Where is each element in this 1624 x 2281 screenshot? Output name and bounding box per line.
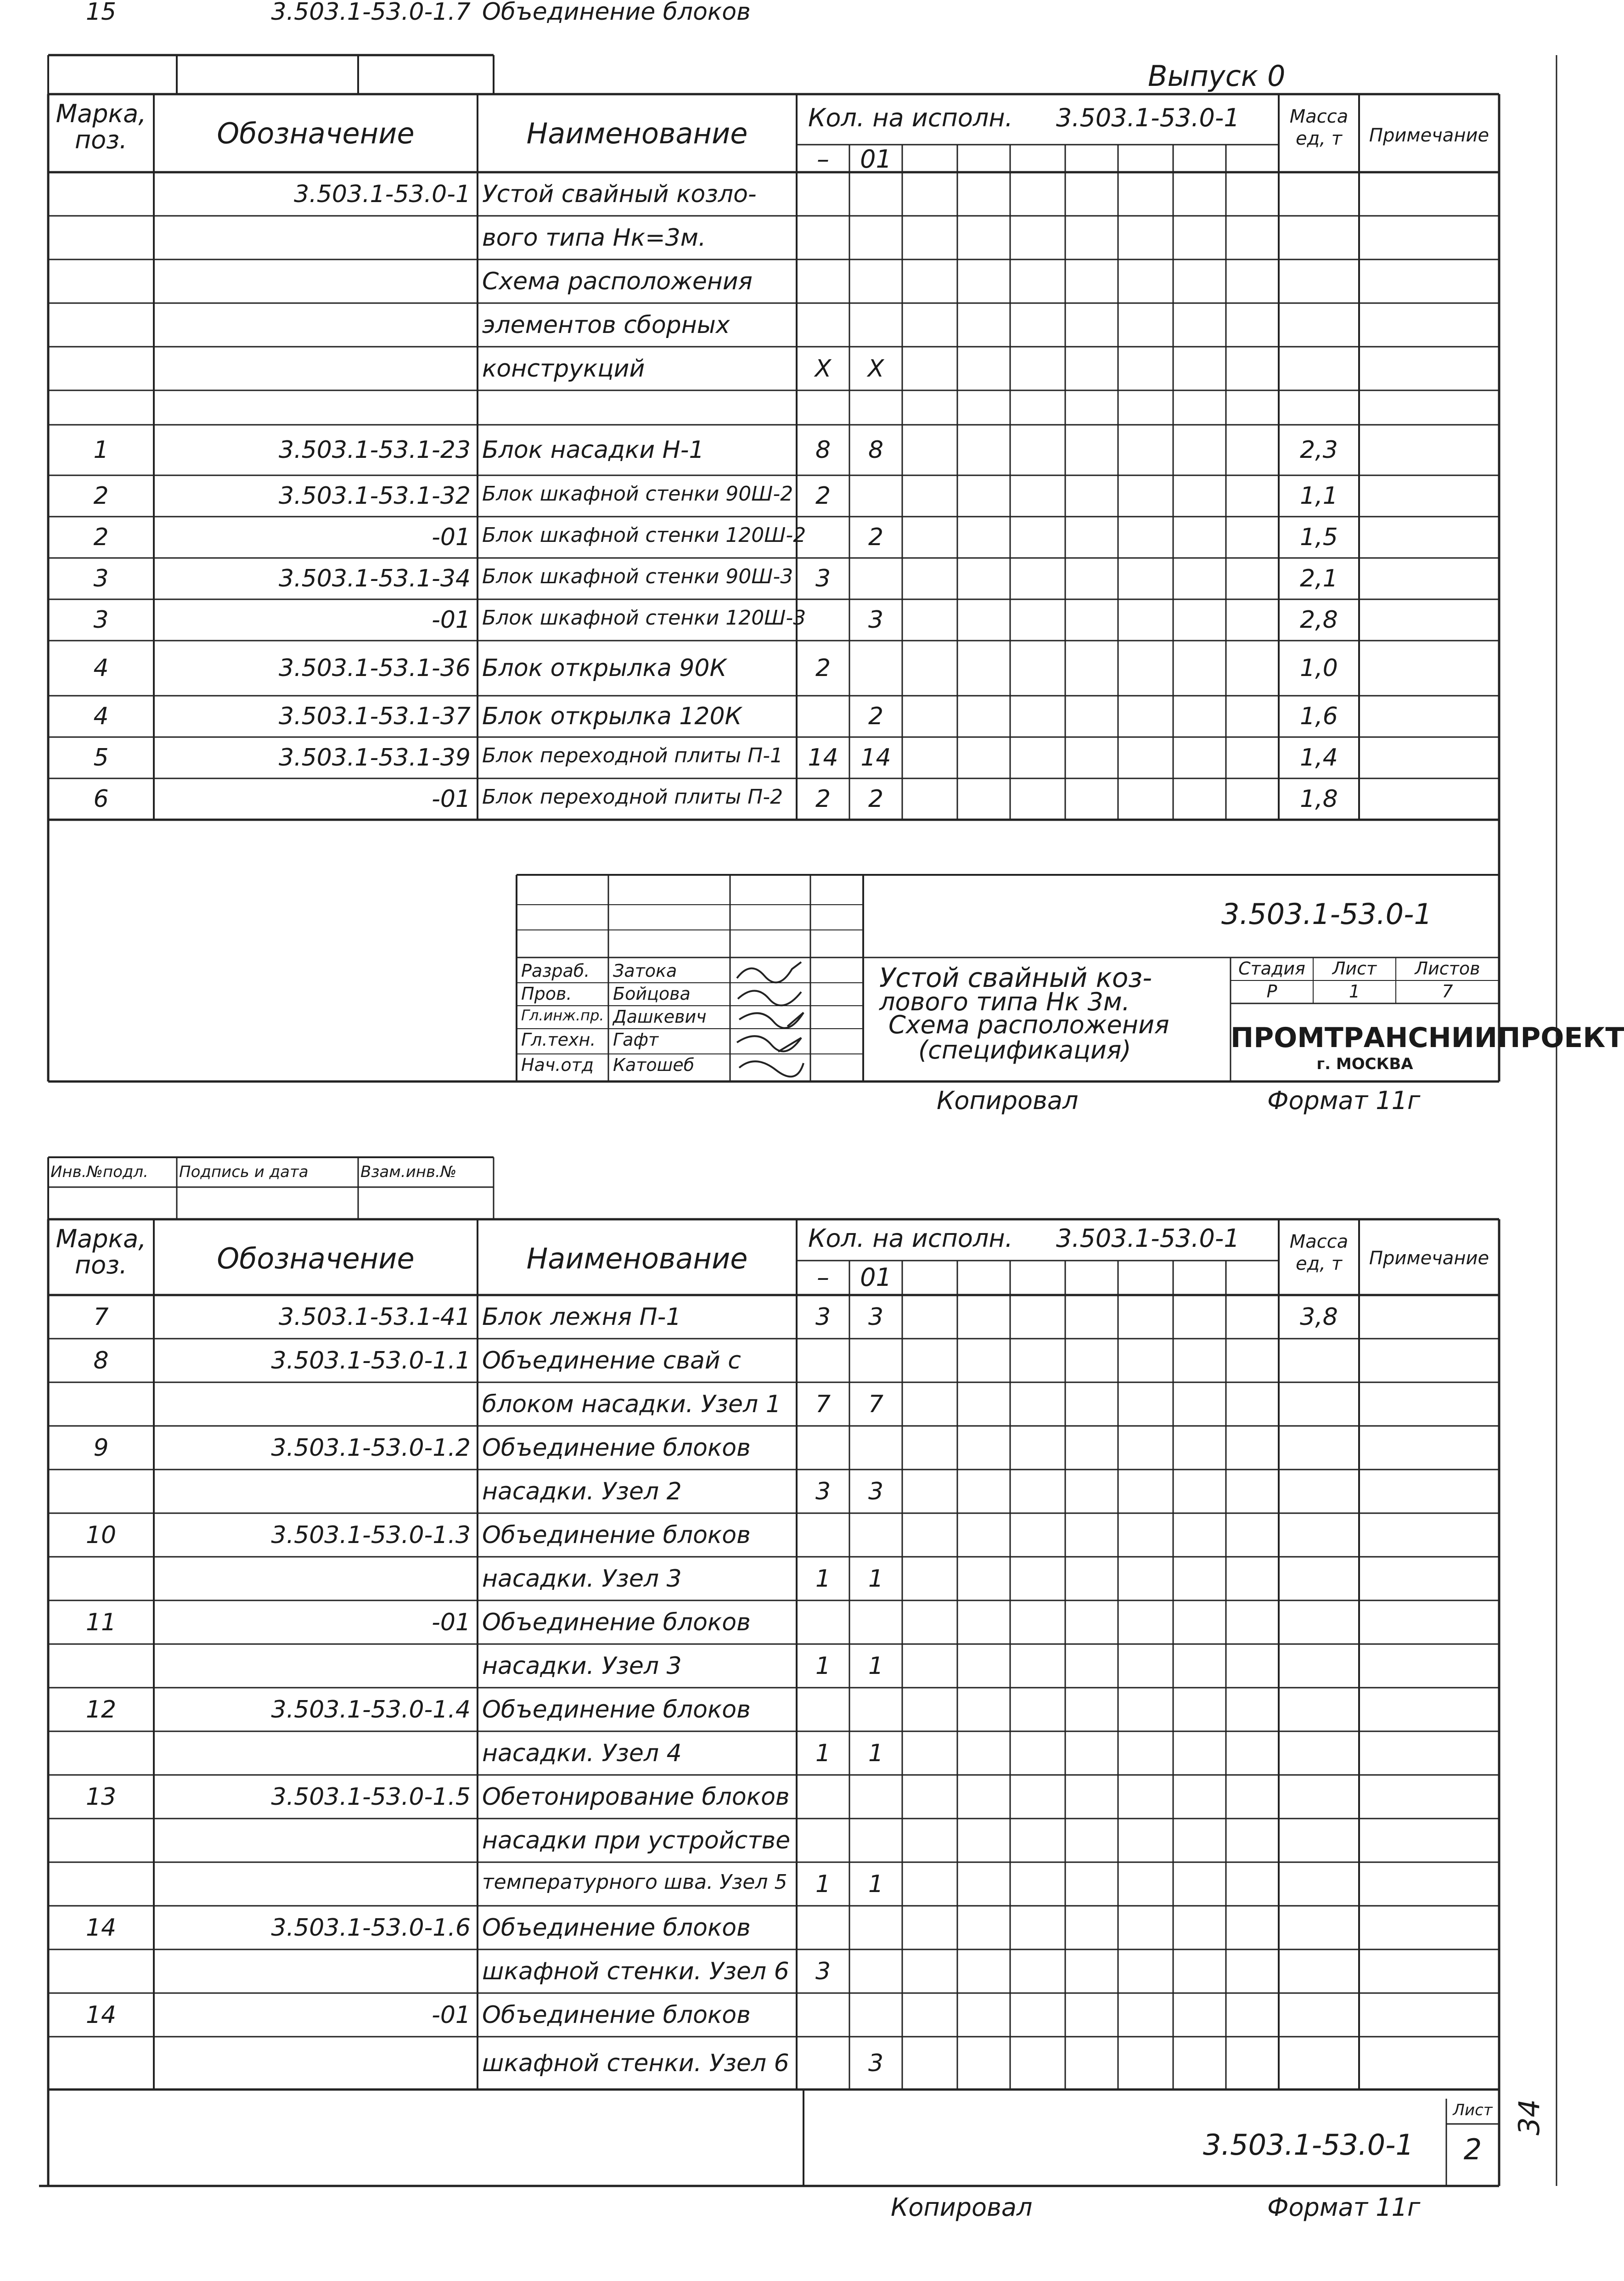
col-variant-dash: –	[817, 145, 829, 174]
row-designation-cell: 3.503.1-53.1-41	[279, 1303, 471, 1331]
row-name-cell: Блок насадки Н-1	[482, 436, 704, 464]
col-mark-header: Марка, поз.	[56, 99, 146, 154]
row-designation-cell: 3.503.1-53.1-36	[279, 654, 471, 682]
row-q2-cell: 8	[868, 436, 884, 464]
row-mark-cell: 14	[85, 2001, 117, 2029]
row-name-cell: насадки. Узел 2	[482, 1477, 682, 1505]
row-mark-cell: 5	[93, 744, 109, 772]
row-designation-cell: 3.503.1-53.0-1.1	[271, 1346, 471, 1374]
row-name-cell: Блок переходной плиты П-1	[482, 744, 783, 767]
role-5: Нач.отд	[521, 1055, 594, 1075]
row-designation-cell: 3.503.1-53.0-1.3	[271, 1521, 471, 1549]
row-q1-cell: 1	[815, 1739, 831, 1767]
row-name-cell: Блок шкафной стенки 90Ш-3	[482, 565, 793, 588]
row-name-cell: Объединение блоков	[482, 1695, 751, 1723]
row-designation-cell: 3.503.1-53.0-1.6	[271, 1914, 471, 1942]
row-mark-cell: 6	[93, 785, 109, 813]
row-mass-cell: 3,8	[1300, 1303, 1338, 1331]
row-name-cell: Обетонирование блоков	[482, 1783, 790, 1811]
row-mark-cell: 15	[85, 0, 117, 26]
row-mark-cell: 3	[93, 606, 109, 634]
row-mass-cell: 1,8	[1300, 785, 1338, 813]
sheets-label: Листов	[1415, 958, 1480, 979]
row-q2-cell: 2	[868, 703, 884, 730]
title-line-4: (спецификация)	[918, 1036, 1131, 1064]
col-designation-header: Обозначение	[217, 117, 415, 150]
row-q2-cell: 1	[868, 1739, 884, 1767]
row-q2-cell: 3	[868, 2049, 884, 2077]
name-3: Дашкевич	[613, 1007, 707, 1027]
row-name-cell: конструкций	[482, 355, 645, 383]
row-designation-cell: 3.503.1-53.0-1.2	[271, 1434, 471, 1462]
col-qty-header-2: Кол. на исполн.	[808, 1224, 1013, 1253]
inv-orig-label: Инв.№подл.	[51, 1163, 148, 1181]
row-name-cell: насадки при устройстве	[482, 1826, 791, 1854]
row-q1-cell: 2	[815, 785, 831, 813]
row-q1-cell: 3	[815, 1477, 831, 1505]
row-mass-cell: 2,3	[1300, 436, 1338, 464]
row-name-cell: насадки. Узел 4	[482, 1739, 682, 1767]
row-name-cell: Блок лежня П-1	[482, 1303, 681, 1331]
row-designation-cell: -01	[432, 1608, 471, 1636]
row-q2-cell: 3	[868, 606, 884, 634]
doc-code-2: 3.503.1-53.0-1	[1203, 2128, 1414, 2162]
row-name-cell: шкафной стенки. Узел 6	[482, 1957, 789, 1985]
row-q1-cell: 1	[815, 1652, 831, 1680]
row-mass-cell: 2,8	[1300, 606, 1338, 634]
row-mark-cell: 13	[85, 1783, 117, 1811]
col-qty-code-2: 3.503.1-53.0-1	[1056, 1224, 1240, 1253]
name-2: Бойцова	[613, 984, 691, 1004]
row-q2-cell: 1	[868, 1652, 884, 1680]
row-mass-cell: 1,4	[1300, 744, 1338, 772]
doc-code: 3.503.1-53.0-1	[1221, 897, 1432, 931]
row-designation-cell: 3.503.1-53.0-1.7	[271, 0, 471, 26]
col-qty-header: Кол. на исполн.	[808, 103, 1013, 132]
row-designation-cell: 3.503.1-53.1-32	[279, 482, 471, 510]
row-mark-cell: 7	[93, 1303, 109, 1331]
col-variant-01: 01	[860, 145, 892, 174]
col-note-header-2: Примечание	[1369, 1248, 1489, 1269]
row-name-cell: вого типа Нк=3м.	[482, 224, 706, 252]
row-mass-cell: 1,6	[1300, 703, 1338, 730]
row-name-cell: температурного шва. Узел 5	[482, 1870, 787, 1894]
row-designation-cell: 3.503.1-53.0-1.5	[271, 1783, 471, 1811]
row-q1-cell: 3	[815, 1957, 831, 1985]
role-3: Гл.инж.пр.	[521, 1007, 604, 1024]
org-city: г. МОСКВА	[1316, 1055, 1413, 1073]
row-mark-cell: 11	[85, 1608, 117, 1636]
role-4: Гл.техн.	[521, 1030, 596, 1050]
row-name-cell: Блок шкафной стенки 120Ш-2	[482, 524, 806, 547]
row-q2-cell: 7	[868, 1390, 884, 1418]
sheets-value: 7	[1442, 981, 1453, 1002]
sheet-label: Лист	[1332, 958, 1377, 979]
col-designation-header-2: Обозначение	[217, 1242, 415, 1275]
margin-page-number: 34	[1512, 2099, 1546, 2135]
row-q1-cell: 14	[808, 744, 838, 772]
sheet-value: 1	[1349, 981, 1360, 1002]
format-label-1: Формат 11г	[1267, 1086, 1421, 1115]
row-name-cell: Устой свайный козло-	[482, 180, 757, 208]
row-q1-cell: X	[815, 355, 832, 383]
row-q2-cell: 1	[868, 1870, 884, 1898]
row-mark-cell: 12	[85, 1695, 117, 1723]
row-mass-cell: 1,1	[1300, 482, 1338, 510]
row-designation-cell: 3.503.1-53.0-1	[294, 180, 471, 208]
row-q2-cell: 14	[860, 744, 891, 772]
row-mark-cell: 2	[93, 524, 109, 551]
row-q2-cell: 2	[868, 524, 884, 551]
row-name-cell: Блок шкафной стенки 90Ш-2	[482, 482, 793, 506]
row-name-cell: Блок открылка 90К	[482, 654, 727, 682]
col-qty-code: 3.503.1-53.0-1	[1056, 103, 1240, 132]
row-mark-cell: 1	[93, 436, 109, 464]
row-q1-cell: 8	[815, 436, 831, 464]
col-variant-dash-2: –	[817, 1263, 829, 1292]
row-q1-cell: 1	[815, 1565, 831, 1593]
row-q1-cell: 2	[815, 654, 831, 682]
signatures-graphic	[732, 955, 810, 1081]
row-q2-cell: 1	[868, 1565, 884, 1593]
row-q1-cell: 3	[815, 1303, 831, 1331]
row-q1-cell: 3	[815, 565, 831, 592]
name-4: Гафт	[613, 1030, 659, 1050]
row-mark-cell: 4	[93, 703, 109, 730]
row-designation-cell: -01	[432, 2001, 471, 2029]
row-designation-cell: -01	[432, 785, 471, 813]
row-mark-cell: 3	[93, 565, 109, 592]
row-name-cell: Объединение свай с	[482, 1346, 741, 1374]
replace-inv-label: Взам.инв.№	[360, 1163, 457, 1181]
stage-label: Стадия	[1238, 958, 1305, 979]
copied-label-1: Копировал	[937, 1086, 1079, 1115]
title-line-1: Устой свайный коз-	[879, 962, 1152, 993]
row-mark-cell: 2	[93, 482, 109, 510]
release-label: Выпуск 0	[1148, 59, 1286, 93]
row-designation-cell: 3.503.1-53.1-37	[279, 703, 471, 730]
title-line-2: лового типа Нк 3м.	[879, 987, 1130, 1016]
name-1: Затока	[613, 961, 677, 981]
col-mark-header-2: Марка, поз.	[56, 1224, 146, 1279]
row-name-cell: Объединение блоков	[482, 1434, 751, 1462]
row-designation-cell: 3.503.1-53.1-23	[279, 436, 471, 464]
row-designation-cell: 3.503.1-53.0-1.4	[271, 1695, 471, 1723]
col-note-header: Примечание	[1369, 125, 1489, 146]
row-name-cell: Объединение блоков	[482, 1521, 751, 1549]
row-name-cell: блоком насадки. Узел 1	[482, 1390, 781, 1418]
org-name: ПРОМТРАНСНИИПРОЕКТ	[1231, 1022, 1624, 1054]
row-name-cell: шкафной стенки. Узел 6	[482, 2049, 789, 2077]
row-designation-cell: -01	[432, 524, 471, 551]
stage-value: Р	[1266, 981, 1277, 1002]
row-mass-cell: 2,1	[1300, 565, 1338, 592]
row-mark-cell: 8	[93, 1346, 109, 1374]
col-name-header: Наименование	[526, 117, 748, 150]
row-q2-cell: X	[867, 355, 884, 383]
row-q1-cell: 7	[815, 1390, 831, 1418]
col-name-header-2: Наименование	[526, 1242, 748, 1275]
row-designation-cell: 3.503.1-53.1-39	[279, 744, 471, 772]
row-name-cell: Объединение блоков	[482, 1608, 751, 1636]
row-q2-cell: 2	[868, 785, 884, 813]
row-designation-cell: 3.503.1-53.1-34	[279, 565, 471, 592]
row-name-cell: Блок открылка 120К	[482, 703, 742, 730]
row-mark-cell: 9	[93, 1434, 109, 1462]
row-name-cell: Объединение блоков	[482, 2001, 751, 2029]
row-mark-cell: 4	[93, 654, 109, 682]
row-name-cell: насадки. Узел 3	[482, 1565, 682, 1593]
col-mass-header-2: Масса ед, т	[1289, 1231, 1349, 1274]
title-line-3: Схема расположения	[888, 1010, 1169, 1039]
row-q2-cell: 3	[868, 1303, 884, 1331]
row-q2-cell: 3	[868, 1477, 884, 1505]
row-name-cell: насадки. Узел 3	[482, 1652, 682, 1680]
row-name-cell: элементов сборных	[482, 311, 730, 339]
role-1: Разраб.	[521, 961, 590, 981]
row-name-cell: Блок шкафной стенки 120Ш-3	[482, 606, 806, 630]
copied-label-2: Копировал	[891, 2193, 1033, 2222]
row-mark-cell: 14	[85, 1914, 117, 1942]
col-mass-header: Масса ед, т	[1289, 106, 1349, 149]
row-mark-cell: 10	[85, 1521, 117, 1549]
name-5: Катошеб	[613, 1055, 695, 1075]
format-label-2: Формат 11г	[1267, 2193, 1421, 2222]
row-q1-cell: 2	[815, 482, 831, 510]
row-name-cell: Объединение блоков	[482, 1914, 751, 1942]
sheet-label-2: Лист	[1453, 2101, 1493, 2119]
row-mass-cell: 1,0	[1300, 654, 1338, 682]
row-name-cell: Схема расположения	[482, 267, 753, 295]
signature-date-label: Подпись и дата	[179, 1163, 309, 1181]
sheet-number-2: 2	[1463, 2133, 1482, 2166]
row-mass-cell: 1,5	[1300, 524, 1338, 551]
row-name-cell: Объединение блоков	[482, 0, 751, 26]
row-q1-cell: 1	[815, 1870, 831, 1898]
col-variant-01-2: 01	[860, 1263, 892, 1292]
row-name-cell: Блок переходной плиты П-2	[482, 785, 783, 809]
role-2: Пров.	[521, 984, 572, 1004]
row-designation-cell: -01	[432, 606, 471, 634]
